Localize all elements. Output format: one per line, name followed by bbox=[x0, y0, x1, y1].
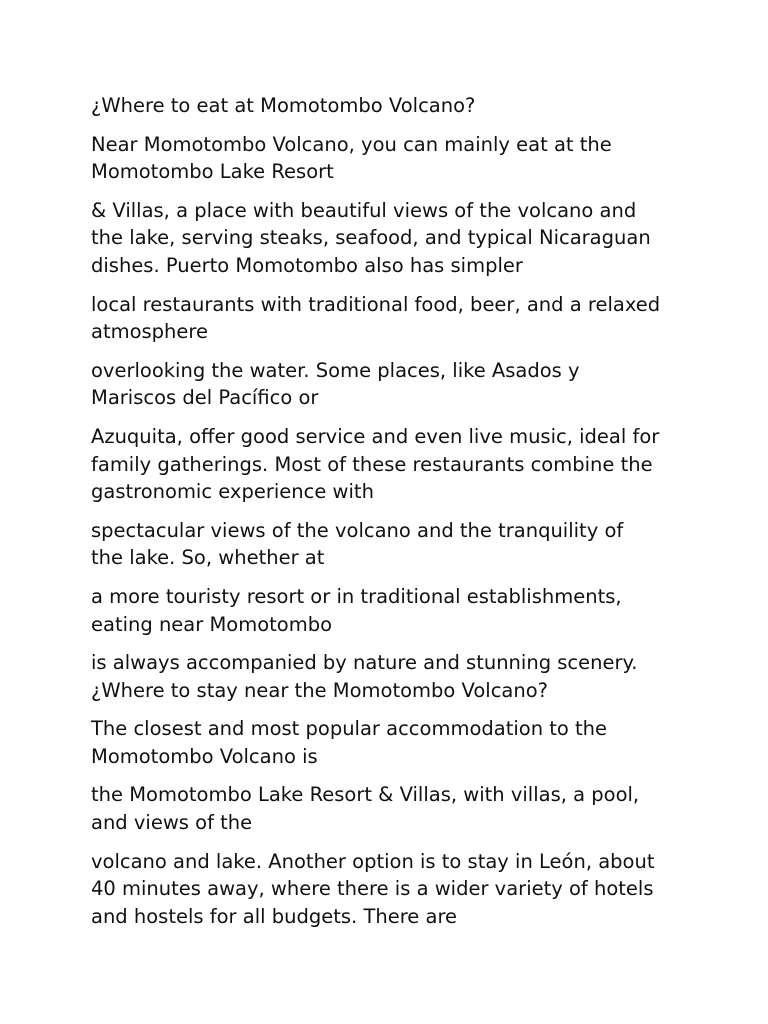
text-line: and hostels for all budgets. There are bbox=[91, 904, 458, 928]
text-line: The closest and most popular accommodation to the bbox=[91, 717, 608, 741]
text-line: Momotombo Lake Resort bbox=[91, 160, 334, 184]
text-line: the lake. So, whether at bbox=[91, 546, 325, 570]
paragraph bbox=[91, 131, 691, 186]
text-line: Near Momotombo Volcano, you can mainly eat at the bbox=[91, 132, 612, 156]
paragraph bbox=[91, 715, 691, 770]
text-line: the lake, serving steaks, seafood, and typical Nicaraguan bbox=[91, 226, 651, 250]
paragraph bbox=[91, 92, 691, 120]
text-line: & Villas, a place with beautiful views of the volcano and bbox=[91, 198, 637, 222]
text-line: dishes. Puerto Momotombo also has simpler bbox=[91, 253, 523, 277]
text-line: local restaurants with traditional food, beer, and a relaxed bbox=[91, 292, 661, 316]
text-line: ¿Where to stay near the Momotombo Volcano? bbox=[91, 678, 549, 702]
text-line: family gatherings. Most of these restaurants combine the bbox=[91, 452, 653, 476]
text-line: is always accompanied by nature and stunning scenery. bbox=[91, 651, 638, 675]
text-line: the Momotombo Lake Resort & Villas, with villas, a pool, bbox=[91, 783, 640, 807]
text-line: and views of the bbox=[91, 811, 253, 835]
text-line: Azuquita, offer good service and even live music, ideal for bbox=[91, 424, 660, 448]
text-line: spectacular views of the volcano and the tranquility of bbox=[91, 518, 624, 542]
paragraph bbox=[91, 197, 691, 280]
paragraph bbox=[91, 583, 691, 638]
text-line: atmosphere bbox=[91, 320, 208, 344]
paragraph bbox=[91, 423, 691, 506]
paragraph bbox=[91, 517, 691, 572]
text-line: overlooking the water. Some places, like Asados y bbox=[91, 358, 580, 382]
text-line: Mariscos del Pacífico or bbox=[91, 386, 319, 410]
document-body bbox=[91, 92, 691, 941]
paragraph bbox=[91, 781, 691, 836]
text-line: a more touristy resort or in traditional establishments, bbox=[91, 584, 622, 608]
paragraph bbox=[91, 357, 691, 412]
text-line: eating near Momotombo bbox=[91, 612, 333, 636]
text-line: gastronomic experience with bbox=[91, 480, 374, 504]
text-line: 40 minutes away, where there is a wider variety of hotels bbox=[91, 877, 654, 901]
paragraph bbox=[91, 848, 691, 931]
paragraph bbox=[91, 291, 691, 346]
text-line: Momotombo Volcano is bbox=[91, 744, 318, 768]
paragraph bbox=[91, 649, 691, 704]
text-line: volcano and lake. Another option is to stay in León, about bbox=[91, 849, 655, 873]
text-line: ¿Where to eat at Momotombo Volcano? bbox=[91, 94, 476, 117]
